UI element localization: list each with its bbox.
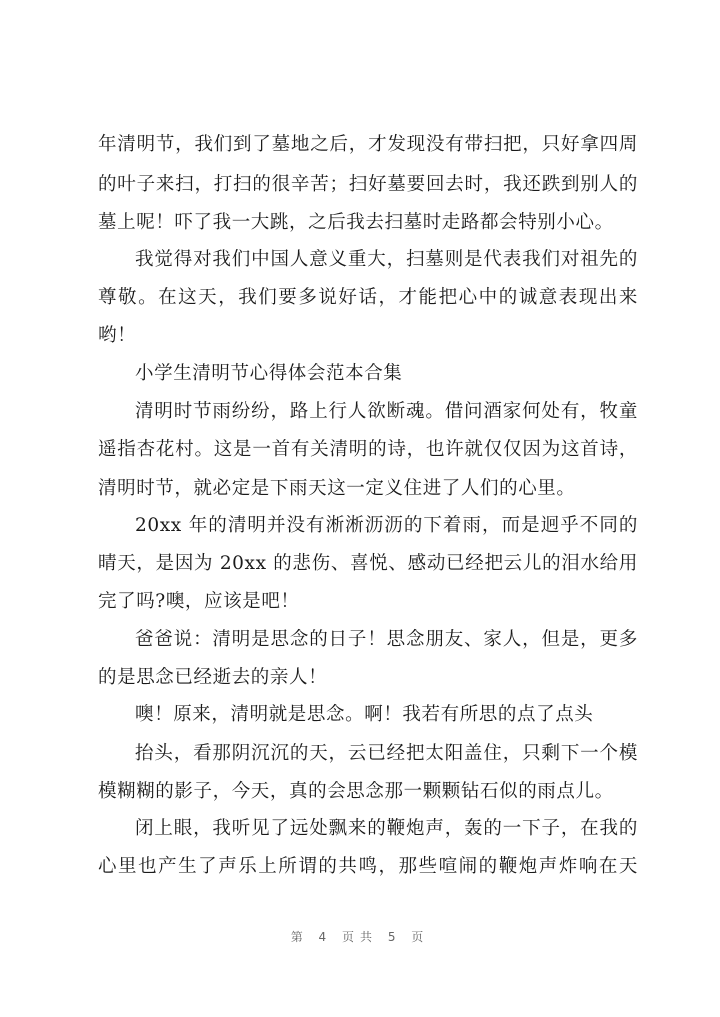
- paragraph-line: 墓上呢！吓了我一大跳，之后我去扫墓时走路都会特别小心。: [98, 212, 614, 233]
- paragraph-line: 模糊糊的影子，今天，真的会思念那一颗颗钻石似的雨点儿。: [98, 781, 614, 802]
- paragraph-line: 哟！: [98, 325, 137, 346]
- paragraph-line: 噢！原来，清明就是思念。啊！我若有所思的点了点头: [135, 704, 594, 725]
- paragraph-line: 20xx 年的清明并没有淅淅沥沥的下着雨，而是迥乎不同的: [135, 515, 638, 536]
- paragraph-line: 我觉得对我们中国人意义重大，扫墓则是代表我们对祖先的: [135, 249, 638, 270]
- paragraph-line: 清明时节，就必定是下雨天这一定义住进了人们的心里。: [98, 478, 576, 499]
- page-number-footer: 第 4 页共 5 页: [290, 930, 430, 944]
- paragraph-line: 年清明节，我们到了墓地之后，才发现没有带扫把，只好拿四周: [98, 134, 638, 155]
- section-heading: 小学生清明节心得体会范本合集: [135, 363, 403, 384]
- paragraph-line: 抬头，看那阴沉沉的天，云已经把太阳盖住，只剩下一个模: [135, 743, 638, 764]
- paragraph-line: 尊敬。在这天，我们要多说好话，才能把心中的诚意表现出来: [98, 287, 638, 308]
- paragraph-line: 清明时节雨纷纷，路上行人欲断魂。借问酒家何处有，牧童: [135, 401, 638, 422]
- paragraph-line: 爸爸说：清明是思念的日子！思念朋友、家人，但是，更多: [135, 629, 638, 650]
- paragraph-line: 完了吗?噢，应该是吧！: [98, 591, 300, 612]
- paragraph-line: 遥指杏花村。这是一首有关清明的诗，也许就仅仅因为这首诗，: [98, 439, 638, 460]
- paragraph-line: 闭上眼，我听见了远处飘来的鞭炮声，轰的一下子，在我的: [135, 818, 638, 839]
- paragraph-line: 心里也产生了声乐上所谓的共鸣，那些喧闹的鞭炮声炸响在天: [98, 856, 638, 877]
- paragraph-line: 晴天，是因为 20xx 的悲伤、喜悦、感动已经把云儿的泪水给用: [98, 553, 638, 574]
- paragraph-line: 的是思念已经逝去的亲人！: [98, 667, 328, 688]
- paragraph-line: 的叶子来扫，打扫的很辛苦；扫好墓要回去时，我还跌到别人的: [98, 174, 638, 195]
